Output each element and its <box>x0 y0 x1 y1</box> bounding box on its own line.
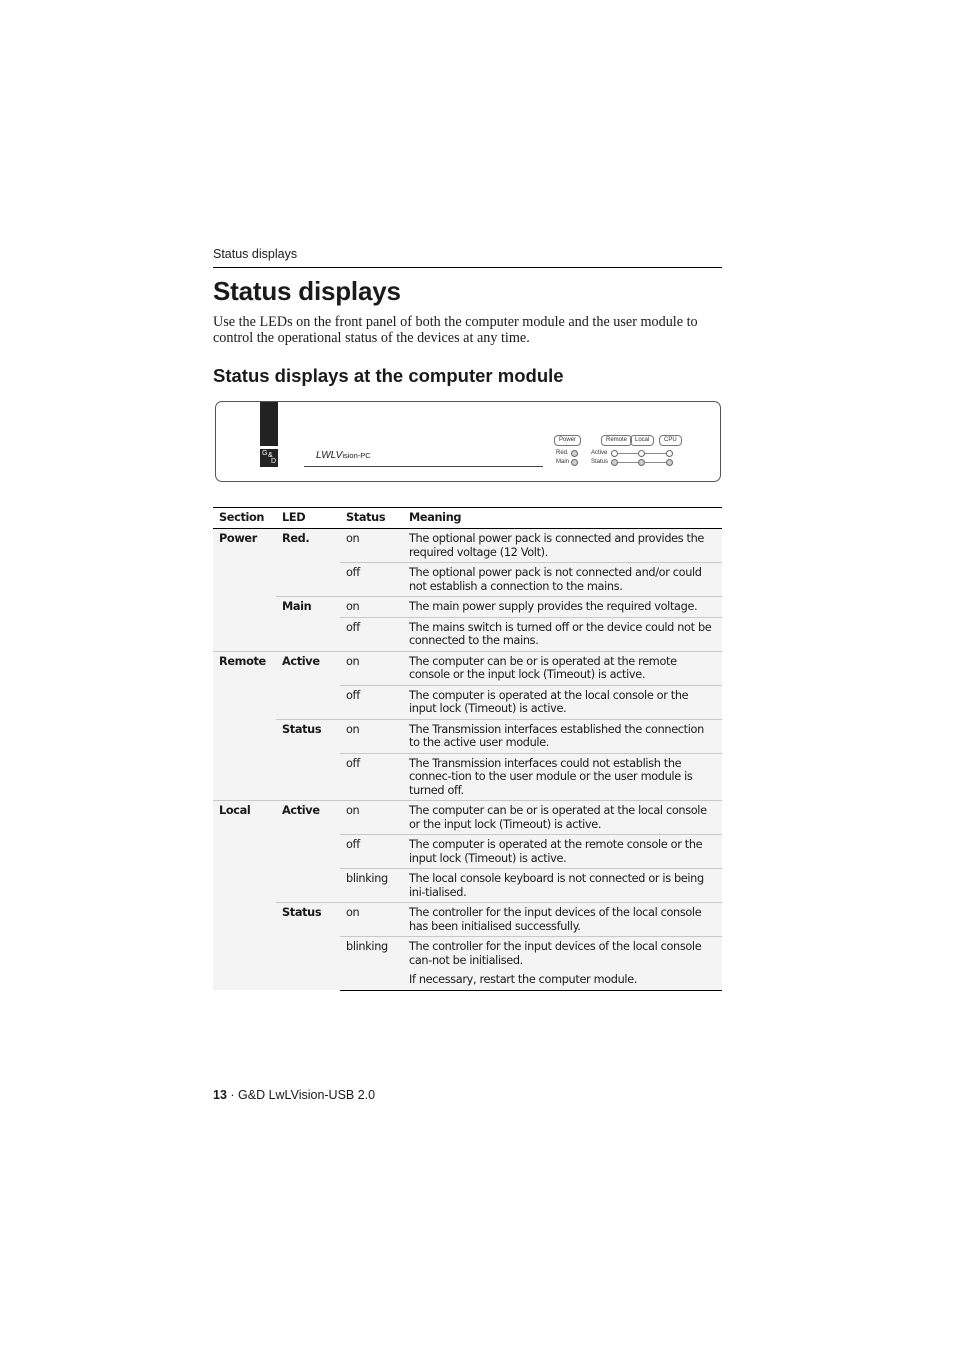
table-row <box>213 719 722 753</box>
panel-label-local: Local <box>630 435 654 446</box>
led-status-table <box>213 507 722 991</box>
page-footer <box>213 1088 375 1102</box>
status-value: on <box>340 801 403 835</box>
table-row <box>213 903 722 937</box>
meaning-note: If necessary, restart the computer module. <box>409 973 638 986</box>
table-header-row <box>213 508 722 529</box>
led-cpu-active <box>666 450 673 457</box>
status-value: off <box>340 835 403 869</box>
led-main <box>571 459 578 466</box>
led-connector-line <box>618 453 638 454</box>
meaning-text: The optional power pack is not connected and/or could not establish a connection to the mains. <box>403 563 722 597</box>
page-number: 13 <box>213 1088 227 1102</box>
led-connector-line <box>645 453 666 454</box>
meaning-text: The Transmission interfaces could not establish the connec-tion to the user module or the user module is turned off. <box>403 753 722 801</box>
meaning-text: The computer can be or is operated at the local console or the input lock (Timeout) is active. <box>403 801 722 835</box>
table-row <box>213 801 722 835</box>
panel-bar <box>260 402 278 446</box>
meaning-text: The computer is operated at the remote console or the input lock (Timeout) is active. <box>403 835 722 869</box>
product-underline <box>304 466 543 467</box>
footer-text: · G&D LwLVision-USB 2.0 <box>226 1088 376 1102</box>
panel-label-remote: Remote <box>601 435 632 446</box>
panel-label-cpu: CPU <box>659 435 682 446</box>
led-cpu-status <box>666 459 673 466</box>
led-status: Status <box>276 719 340 801</box>
col-header-led: LED <box>276 508 340 529</box>
led-active: Active <box>276 651 340 719</box>
product-label-suffix: ision-PC <box>342 451 371 460</box>
col-header-section: Section <box>213 508 276 529</box>
front-panel-illustration <box>215 401 721 482</box>
meaning-text: The local console keyboard is not connected or is being ini-tialised. <box>403 869 722 903</box>
status-value: on <box>340 651 403 685</box>
status-value: on <box>340 719 403 753</box>
led-main: Main <box>276 597 340 652</box>
section-local: Local <box>213 801 276 991</box>
status-value: blinking <box>340 869 403 903</box>
meaning-text: The controller for the input devices of the local console can-not be initialised. <box>409 940 702 967</box>
section-heading: Status displays at the computer module <box>213 365 564 386</box>
status-value: blinking <box>340 937 403 991</box>
status-value: off <box>340 753 403 801</box>
table-row <box>213 651 722 685</box>
logo-letter-g: G <box>262 450 268 457</box>
table-row <box>213 597 722 618</box>
led-status: Status <box>276 903 340 991</box>
led-red <box>571 450 578 457</box>
meaning-text: The computer can be or is operated at the remote console or the input lock (Timeout) is active. <box>403 651 722 685</box>
status-value: on <box>340 597 403 618</box>
col-header-status: Status <box>340 508 403 529</box>
status-value: off <box>340 685 403 719</box>
page-title: Status displays <box>213 276 401 306</box>
led-label-red: Red. <box>556 450 569 456</box>
table-row <box>213 529 722 563</box>
section-remote: Remote <box>213 651 276 801</box>
led-red: Red. <box>276 529 340 597</box>
logo-letter-amp: & <box>268 452 273 459</box>
status-value: off <box>340 563 403 597</box>
product-label <box>316 450 371 461</box>
meaning-text: The computer is operated at the local console or the input lock (Timeout) is active. <box>403 685 722 719</box>
led-connector-line <box>645 462 666 463</box>
led-active: Active <box>276 801 340 903</box>
led-label-status: Status <box>591 459 609 465</box>
running-header: Status displays <box>213 247 722 268</box>
col-header-meaning: Meaning <box>403 508 722 529</box>
panel-label-power: Power <box>554 435 581 446</box>
led-local-active <box>638 450 645 457</box>
status-value: on <box>340 529 403 563</box>
meaning-text: The optional power pack is connected and provides the required voltage (12 Volt). <box>403 529 722 563</box>
product-label-main: LWLV <box>316 450 343 461</box>
meaning-text: The Transmission interfaces established the connection to the active user module. <box>403 719 722 753</box>
section-power: Power <box>213 529 276 652</box>
led-local-status <box>638 459 645 466</box>
meaning-text: The controller for the input devices of the local console has been initialised successfully. <box>403 903 722 937</box>
meaning-text: The mains switch is turned off or the device could not be connected to the mains. <box>403 617 722 651</box>
led-label-active: Active <box>591 450 608 456</box>
meaning-text: The main power supply provides the required voltage. <box>403 597 722 618</box>
status-value: off <box>340 617 403 651</box>
meaning-cell <box>403 937 722 991</box>
led-connector-line <box>618 462 638 463</box>
led-remote-active <box>611 450 618 457</box>
logo-letter-d: D <box>271 458 277 465</box>
status-value: on <box>340 903 403 937</box>
led-remote-status <box>611 459 618 466</box>
led-label-main: Main <box>556 459 570 465</box>
gd-logo <box>260 449 278 467</box>
intro-paragraph: Use the LEDs on the front panel of both the computer module and the user module to control the operational status of the devices at any time. <box>213 314 698 346</box>
